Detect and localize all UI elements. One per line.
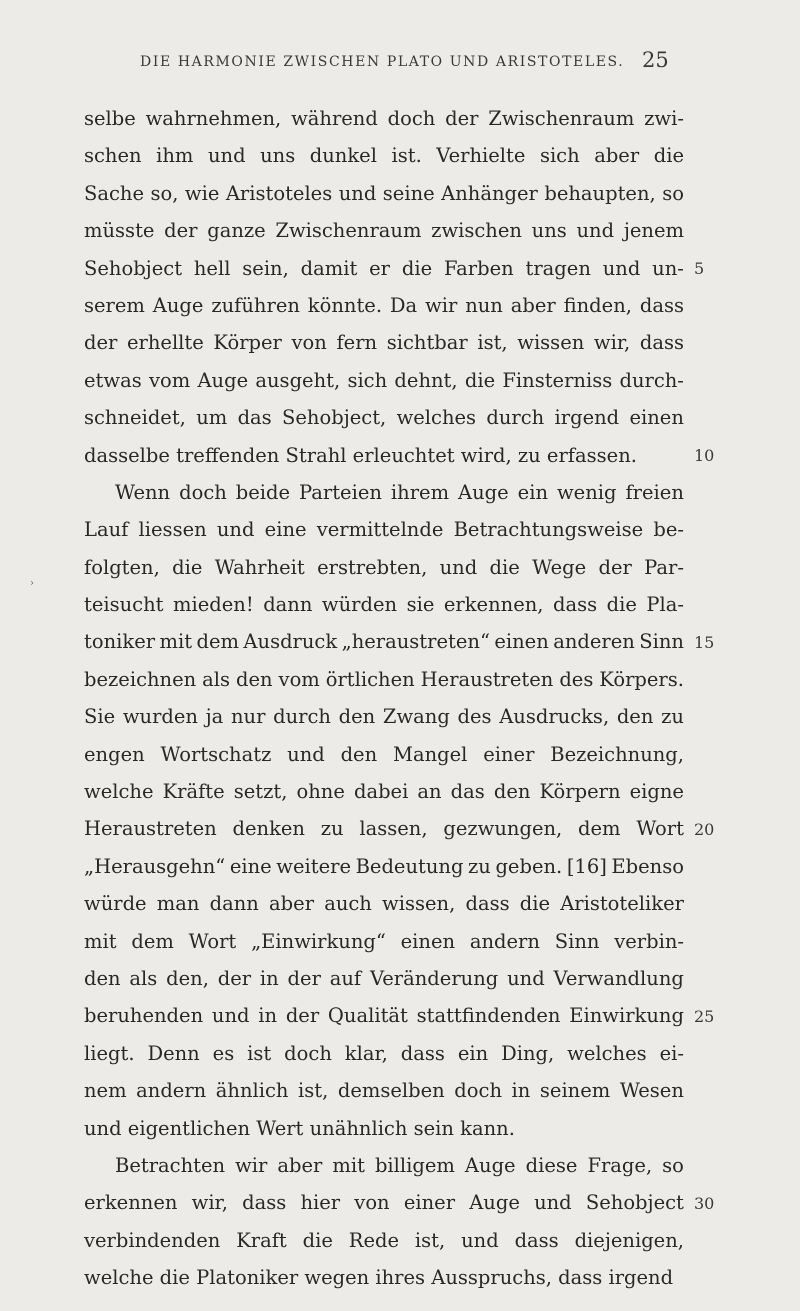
text-line: Sehobject hell sein, damit er die Farben tragen und un- [84, 256, 684, 280]
text-line: Wenn doch beide Parteien ihrem Auge ein wenig freien [115, 480, 684, 504]
line-number: 20 [694, 819, 715, 839]
text-line: welche Kräfte setzt, ohne dabei an das den Körpern eigne [84, 780, 684, 804]
running-header: DIE HARMONIE ZWISCHEN PLATO UND ARISTOTELES. [140, 54, 625, 70]
text-line: nem andern ähnlich ist, demselben doch in seinem Wesen [84, 1079, 684, 1103]
text-line: und eigentlichen Wert unähnlich sein kann. [84, 1116, 515, 1140]
text-line: welche die Platoniker wegen ihres Ausspruchs, dass irgend [84, 1266, 674, 1290]
text-line: schen ihm und uns dunkel ist. Verhielte sich aber die [84, 144, 684, 168]
text-line: Heraustreten denken zu lassen, gezwungen, dem Wort [84, 817, 684, 841]
text-line: beruhenden und in der Qualität stattfindenden Einwirkung [84, 1004, 684, 1028]
text-line: Lauf liessen und eine vermittelnde Betrachtungsweise be- [84, 518, 684, 542]
text-line: dasselbe treffenden Strahl erleuchtet wird, zu erfassen. [84, 443, 637, 467]
text-line: engen Wortschatz und den Mangel einer Bezeichnung, [84, 742, 684, 766]
text-line: Sie wurden ja nur durch den Zwang des Ausdrucks, den zu [84, 705, 684, 729]
line-number: 5 [694, 258, 705, 278]
text-line: Sache so, wie Aristoteles und seine Anhänger behaupten, so [84, 181, 684, 205]
line-number: 25 [694, 1006, 715, 1026]
text-line: erkennen wir, dass hier von einer Auge und Sehobject [84, 1191, 684, 1215]
text-line: müsste der ganze Zwischenraum zwischen uns und jenem [84, 219, 684, 243]
text-line: mit dem Wort „Einwirkung“ einen andern Sinn verbin- [84, 929, 684, 953]
body-text [84, 100, 684, 1297]
line-number: 15 [694, 632, 715, 652]
text-line: liegt. Denn es ist doch klar, dass ein Ding, welches ei- [84, 1041, 684, 1065]
line-number: 30 [694, 1193, 715, 1213]
text-line: selbe wahrnehmen, während doch der Zwischenraum zwi- [84, 107, 684, 130]
text-line: etwas vom Auge ausgeht, sich dehnt, die Finsterniss durch- [84, 368, 684, 392]
text-line: der erhellte Körper von fern sichtbar ist, wissen wir, dass [84, 331, 684, 355]
text-line: bezeichnen als den vom örtlichen Heraustreten des Körpers. [84, 667, 684, 691]
text-line: folgten, die Wahrheit erstrebten, und die Wege der Par- [84, 555, 684, 579]
text-line: „Herausgehn“ eine weitere Bedeutung zu geben. [16] Ebenso [84, 854, 684, 878]
text-line: würde man dann aber auch wissen, dass die Aristoteliker [84, 892, 684, 916]
text-line: verbindenden Kraft die Rede ist, und dass diejenigen, [84, 1228, 684, 1252]
margin-mark: › [30, 578, 34, 589]
text-line: schneidet, um das Sehobject, welches durch irgend einen [84, 406, 684, 430]
text-line: serem Auge zuführen könnte. Da wir nun aber finden, dass [84, 293, 684, 317]
page-number: 25 [642, 48, 669, 72]
text-line: Betrachten wir aber mit billigem Auge diese Frage, so [115, 1153, 684, 1177]
text-line: teisucht mieden! dann würden sie erkennen, dass die Pla- [84, 593, 684, 617]
text-line: den als den, der in der auf Veränderung und Verwandlung [84, 966, 684, 990]
text-line: toniker mit dem Ausdruck „heraustreten“ einen anderen Sinn [84, 630, 684, 654]
line-number: 10 [694, 445, 715, 465]
